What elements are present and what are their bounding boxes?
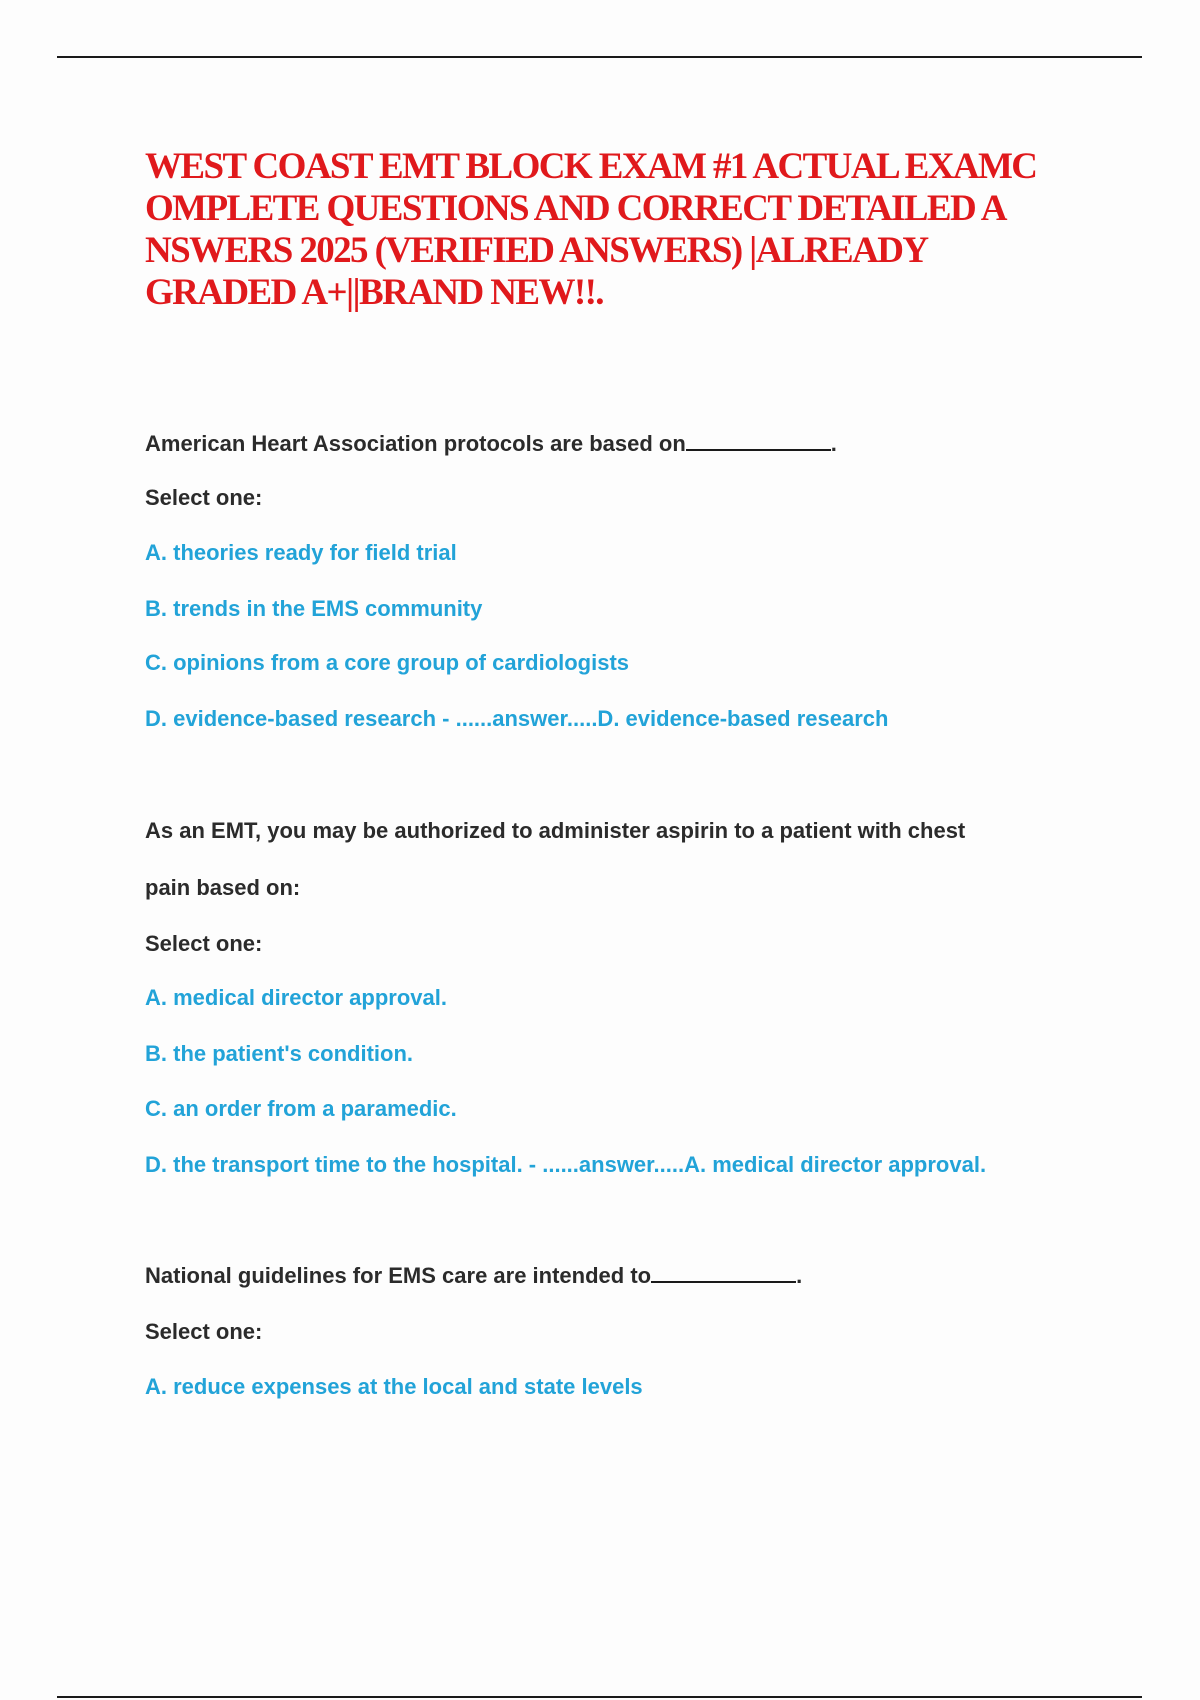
title-line: GRADED A+||BRAND NEW!!. <box>145 272 603 313</box>
top-rule <box>57 56 1142 58</box>
select-one-label: Select one: <box>145 931 263 956</box>
question-2 <box>145 818 1105 1178</box>
question-3 <box>145 1263 1105 1400</box>
option-d-answer: D. evidence-based research - ......answer.....D. evidence-based research <box>145 706 889 731</box>
question-1 <box>145 431 1105 732</box>
option-c: C. an order from a paramedic. <box>145 1096 457 1121</box>
option-a: A. theories ready for field trial <box>145 540 457 565</box>
option-b: B. the patient's condition. <box>145 1041 414 1066</box>
title-line: OMPLETE QUESTIONS AND CORRECT DETAILED A <box>145 188 1006 229</box>
option-c: C. opinions from a core group of cardiologists <box>145 650 630 675</box>
answer-blank <box>651 1263 796 1283</box>
question-stem: National guidelines for EMS care are intended to . <box>145 1263 803 1288</box>
question-stem: American Heart Association protocols are based on . <box>145 431 837 456</box>
option-d-answer: D. the transport time to the hospital. - ......answer.....A. medical director approval. <box>145 1152 987 1177</box>
select-one-label: Select one: <box>145 1319 263 1344</box>
bottom-rule <box>57 1696 1142 1698</box>
option-a: A. medical director approval. <box>145 985 447 1010</box>
option-b: B. trends in the EMS community <box>145 596 483 621</box>
answer-blank <box>686 431 831 451</box>
question-stem: As an EMT, you may be authorized to administer aspirin to a patient with chest <box>145 818 966 843</box>
document-title <box>145 146 1090 314</box>
option-a: A. reduce expenses at the local and state levels <box>145 1374 643 1399</box>
title-line: NSWERS 2025 (VERIFIED ANSWERS) |ALREADY <box>145 230 928 271</box>
select-one-label: Select one: <box>145 485 263 510</box>
title-line: WEST COAST EMT BLOCK EXAM #1 ACTUAL EXAMC <box>145 146 1037 187</box>
question-stem: pain based on: <box>145 875 301 900</box>
